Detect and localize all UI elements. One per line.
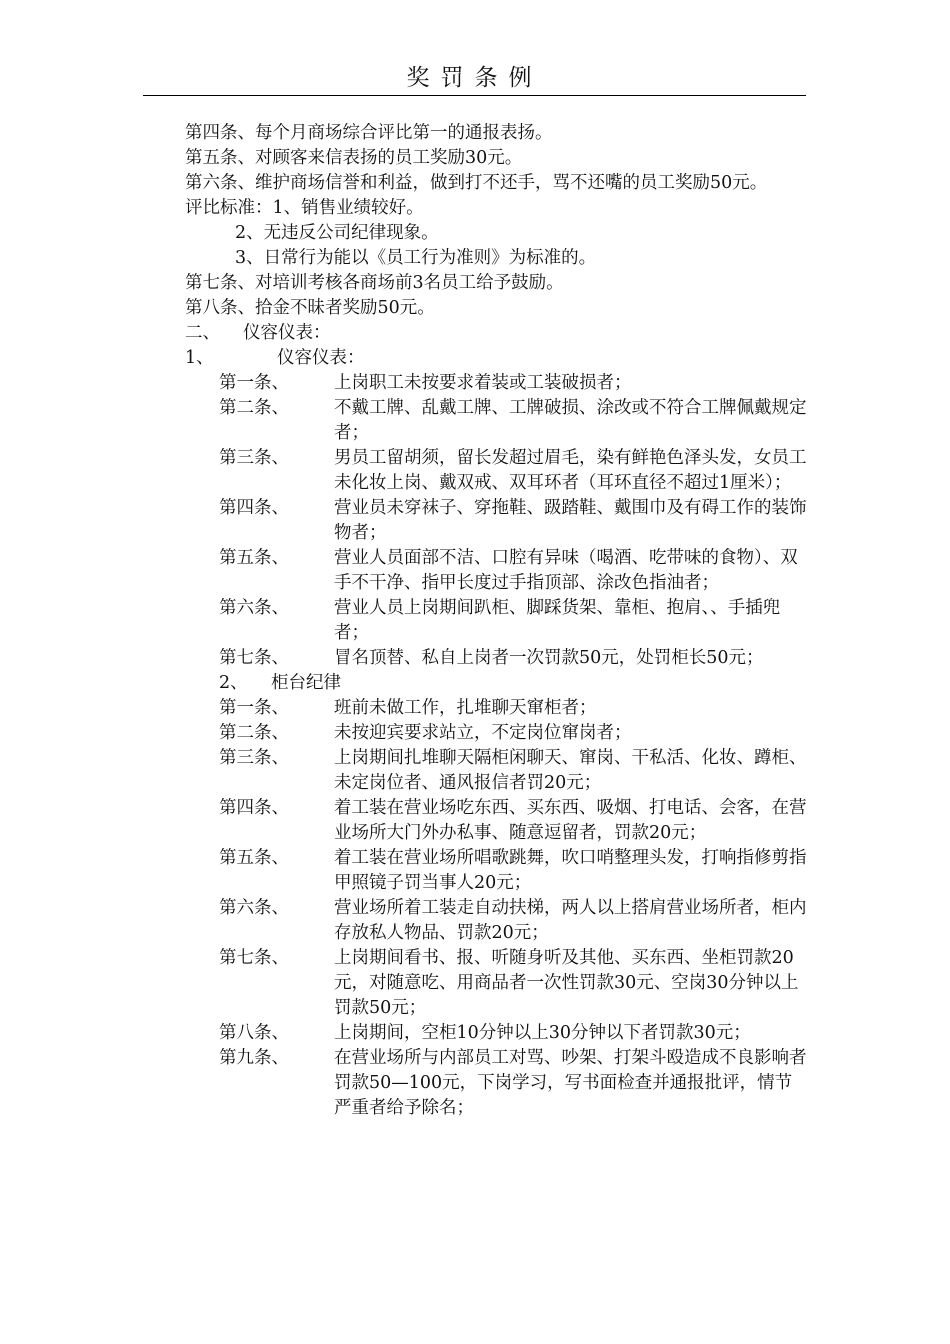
article-label: 第六条、	[219, 598, 289, 618]
clause-7: 第七条、对培训考核各商场前3名员工给予鼓励。	[185, 273, 564, 293]
article-label: 第一条、	[219, 698, 289, 718]
article-label: 第二条、	[219, 398, 289, 418]
article-row	[185, 371, 810, 396]
article-text: 营业员未穿袜子、穿拖鞋、趿踏鞋、戴围巾及有碍工作的装饰物者；	[334, 498, 807, 543]
article-row	[185, 696, 810, 721]
article-text: 班前未做工作，扎堆聊天窜柜者；	[334, 698, 597, 718]
criteria-item-1: 1、销售业绩较好。	[272, 198, 424, 218]
clause-6: 第六条、维护商场信誉和利益，做到打不还手，骂不还嘴的员工奖励50元。	[185, 173, 768, 193]
article-text: 着工装在营业场吃东西、买东西、吸烟、打电话、会客，在营业场所大门外办私事、随意逗留者，罚款20元；	[334, 798, 807, 843]
criteria-line-1	[185, 196, 810, 221]
article-label: 第六条、	[219, 898, 289, 918]
article-text: 上岗期间看书、报、听随身听及其他、买东西、坐柜罚款20元，对随意吃、用商品者一次性罚款30元、空岗30分钟以上罚款50元；	[334, 948, 799, 1018]
article-label: 第八条、	[219, 1023, 289, 1043]
subsection-2-number: 2、	[219, 673, 248, 693]
article-row	[185, 946, 810, 1021]
article-label: 第四条、	[219, 798, 289, 818]
document-body	[185, 121, 810, 1121]
article-row	[185, 746, 810, 796]
subsection-2-title: 柜台纪律	[271, 673, 341, 693]
article-row	[185, 396, 810, 446]
article-text: 营业人员面部不洁、口腔有异味（喝酒、吃带味的食物）、双手不干净、指甲长度过手指顶部、涂改色指油者；	[334, 548, 798, 593]
criteria-item-3: 3、日常行为能以《员工行为准则》为标准的。	[235, 248, 597, 268]
criteria-item-2: 2、无违反公司纪律现象。	[235, 223, 439, 243]
article-row	[185, 596, 810, 646]
subsection-1-articles	[185, 371, 810, 671]
article-label: 第一条、	[219, 373, 289, 393]
article-label: 第五条、	[219, 548, 289, 568]
article-text: 男员工留胡须，留长发超过眉毛，染有鲜艳色泽头发，女员工未化妆上岗、戴双戒、双耳环者（耳环直径不超过1厘米）；	[334, 448, 807, 493]
section-2-number: 二、	[185, 323, 220, 343]
article-text: 冒名顶替、私自上岗者一次罚款50元，处罚柜长50元；	[334, 648, 764, 668]
article-label: 第四条、	[219, 498, 289, 518]
clause-5: 第五条、对顾客来信表扬的员工奖励30元。	[185, 148, 523, 168]
subsection-1-number: 1、	[185, 348, 214, 368]
article-text: 营业场所着工装走自动扶梯，两人以上搭肩营业场所者，柜内存放私人物品、罚款20元；	[334, 898, 807, 943]
article-text: 营业人员上岗期间趴柜、脚踩货架、靠柜、抱肩、、手插兜者；	[334, 598, 781, 643]
subsection-2-heading	[185, 671, 810, 696]
article-text: 上岗期间，空柜10分钟以上30分钟以下者罚款30元；	[334, 1023, 751, 1043]
article-label: 第七条、	[219, 948, 289, 968]
document-title: 奖罚条例	[406, 65, 543, 91]
article-row	[185, 496, 810, 546]
subsection-1-heading	[185, 346, 810, 371]
article-text: 上岗职工未按要求着装或工装破损者；	[334, 373, 632, 393]
article-row	[185, 1021, 810, 1046]
article-row	[185, 646, 810, 671]
article-row	[185, 896, 810, 946]
article-row	[185, 1046, 810, 1121]
article-text: 着工装在营业场所唱歌跳舞，吹口哨整理头发，打响指修剪指甲照镜子罚当事人20元；	[334, 848, 807, 893]
article-label: 第三条、	[219, 448, 289, 468]
article-text: 上岗期间扎堆聊天隔柜闲聊天、窜岗、干私活、化妆、蹲柜、未定岗位者、通风报信者罚20元；	[334, 748, 807, 793]
article-row	[185, 796, 810, 846]
article-text: 在营业场所与内部员工对骂、吵架、打架斗殴造成不良影响者罚款50—100元，下岗学习，写书面检查并通报批评，情节严重者给予除名；	[334, 1048, 807, 1118]
clause-4: 第四条、每个月商场综合评比第一的通报表扬。	[185, 123, 553, 143]
subsection-1-title: 仪容仪表：	[277, 348, 365, 368]
title-rule	[143, 95, 806, 96]
article-row	[185, 846, 810, 896]
article-row	[185, 721, 810, 746]
section-2-title: 仪容仪表：	[243, 323, 331, 343]
article-label: 第二条、	[219, 723, 289, 743]
article-label: 第七条、	[219, 648, 289, 668]
article-text: 不戴工牌、乱戴工牌、工牌破损、涂改或不符合工牌佩戴规定者；	[334, 398, 807, 443]
criteria-label: 评比标准：	[185, 198, 273, 218]
article-label: 第五条、	[219, 848, 289, 868]
article-text: 未按迎宾要求站立，不定岗位窜岗者；	[334, 723, 632, 743]
clause-8: 第八条、拾金不昧者奖励50元。	[185, 298, 435, 318]
article-row	[185, 546, 810, 596]
article-label: 第九条、	[219, 1048, 289, 1068]
article-label: 第三条、	[219, 748, 289, 768]
subsection-2-articles	[185, 696, 810, 1121]
section-2-heading	[185, 321, 810, 346]
article-row	[185, 446, 810, 496]
